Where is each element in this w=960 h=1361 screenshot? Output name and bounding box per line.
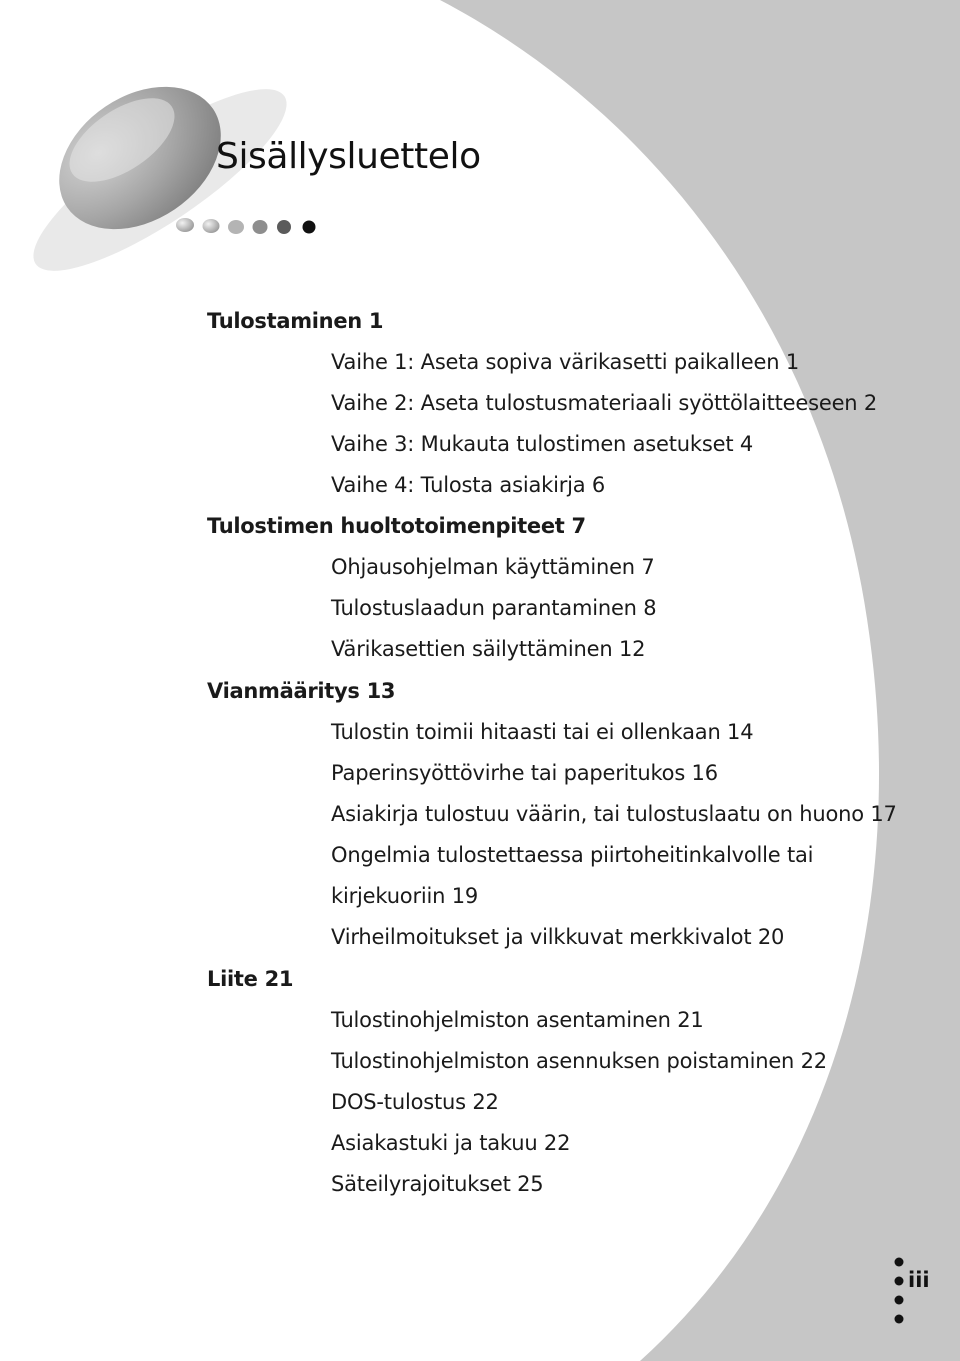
toc-entry: Vaihe 4: Tulosta asiakirja 6 <box>331 473 606 497</box>
toc-entry: kirjekuoriin 19 <box>331 884 479 908</box>
toc-entry: Tulostin toimii hitaasti tai ei ollenkaan 14 <box>331 720 754 744</box>
toc-entry: Vaihe 1: Aseta sopiva värikasetti paikalleen 1 <box>331 350 799 374</box>
toc-entry: Vaihe 3: Mukauta tulostimen asetukset 4 <box>331 432 753 456</box>
toc-entry: Asiakastuki ja takuu 22 <box>331 1131 571 1155</box>
toc-entry: Värikasettien säilyttäminen 12 <box>331 637 646 661</box>
toc-section: Tulostimen huoltotoimenpiteet 7 <box>207 514 586 538</box>
toc-entry: Ongelmia tulostettaessa piirtoheitinkalvolle tai <box>331 843 814 867</box>
toc-entry: Säteilyrajoitukset 25 <box>331 1172 544 1196</box>
toc-entry: Tulostinohjelmiston asennuksen poistaminen 22 <box>331 1049 827 1073</box>
toc-entry: Paperinsyöttövirhe tai paperitukos 16 <box>331 761 718 785</box>
toc-entry: Tulostinohjelmiston asentaminen 21 <box>331 1008 704 1032</box>
toc-entry: Tulostuslaadun parantaminen 8 <box>331 596 657 620</box>
toc-section: Liite 21 <box>207 967 294 991</box>
toc-section: Tulostaminen 1 <box>207 309 384 333</box>
toc-entry: Vaihe 2: Aseta tulostusmateriaali syöttölaitteeseen 2 <box>331 391 878 415</box>
page-title: Sisällysluettelo <box>216 136 481 177</box>
toc-entry: DOS-tulostus 22 <box>331 1090 499 1114</box>
toc-section: Vianmääritys 13 <box>207 679 396 703</box>
toc-entry: Asiakirja tulostuu väärin, tai tulostuslaatu on huono 17 <box>331 802 897 826</box>
page-number: iii <box>908 1268 930 1292</box>
toc-entry: Ohjausohjelman käyttäminen 7 <box>331 555 655 579</box>
toc-entry: Virheilmoitukset ja vilkkuvat merkkivalot 20 <box>331 925 785 949</box>
